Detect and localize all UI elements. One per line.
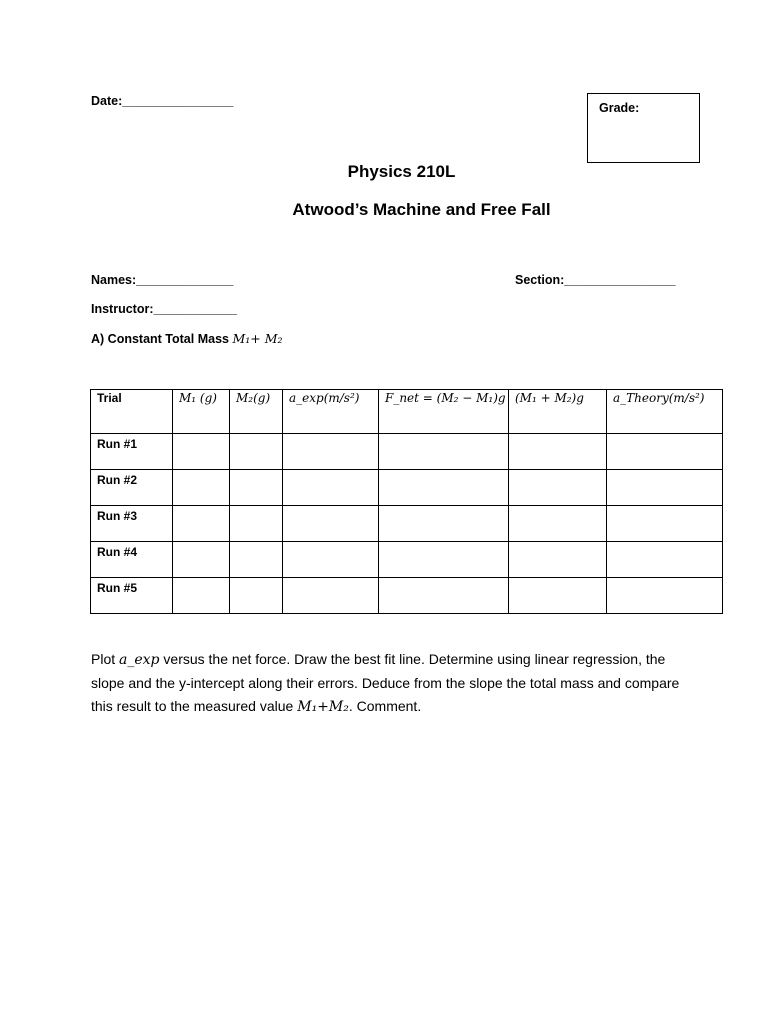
column-header-trial: Trial xyxy=(91,390,173,434)
total-weight-input-cell[interactable] xyxy=(509,470,607,506)
m2-input-cell[interactable] xyxy=(230,470,283,506)
part-a-heading-text: A) Constant Total Mass xyxy=(91,332,233,346)
m1-input-cell[interactable] xyxy=(173,434,230,470)
m1-input-cell[interactable] xyxy=(173,470,230,506)
f-net-input-cell[interactable] xyxy=(379,434,509,470)
total-weight-input-cell[interactable] xyxy=(509,578,607,614)
instructions-text-2: versus the net force. Draw the best fit line. Determine using linear regression, the slope and the y-intercept along their errors. Deduce from the slope the total mass and compare this result to the measured value xyxy=(91,651,680,714)
a-exp-input-cell[interactable] xyxy=(283,470,379,506)
trial-cell: Run #5 xyxy=(91,578,173,614)
instructions-math-a-exp: a_exp xyxy=(119,652,160,668)
part-a-heading xyxy=(91,331,283,346)
a-exp-input-cell[interactable] xyxy=(283,542,379,578)
instructions-text-1: Plot xyxy=(91,651,120,667)
table-header-row xyxy=(91,390,723,434)
trial-cell: Run #3 xyxy=(91,506,173,542)
trial-cell: Run #1 xyxy=(91,434,173,470)
lab-title: Atwood’s Machine and Free Fall xyxy=(292,200,551,219)
names-field-label: Names:______________ xyxy=(91,273,234,287)
table-row xyxy=(91,506,723,542)
column-header-total-weight: (M₁ + M₂)g xyxy=(509,390,607,434)
column-header-a-theory: a_Theory(m/s²) xyxy=(607,390,723,434)
a-exp-input-cell[interactable] xyxy=(283,578,379,614)
a-theory-input-cell[interactable] xyxy=(607,434,723,470)
total-weight-input-cell[interactable] xyxy=(509,434,607,470)
grade-box xyxy=(587,93,700,163)
m1-input-cell[interactable] xyxy=(173,506,230,542)
m1-input-cell[interactable] xyxy=(173,542,230,578)
a-theory-input-cell[interactable] xyxy=(607,506,723,542)
column-header-f-net: F_net = (M₂ − M₁)g xyxy=(379,390,509,434)
a-theory-input-cell[interactable] xyxy=(607,470,723,506)
instructor-field-label: Instructor:____________ xyxy=(91,302,237,316)
m2-input-cell[interactable] xyxy=(230,506,283,542)
a-theory-input-cell[interactable] xyxy=(607,542,723,578)
instructions-text-3: . Comment. xyxy=(348,698,422,714)
f-net-input-cell[interactable] xyxy=(379,542,509,578)
m2-input-cell[interactable] xyxy=(230,542,283,578)
a-theory-input-cell[interactable] xyxy=(607,578,723,614)
f-net-input-cell[interactable] xyxy=(379,506,509,542)
m1-input-cell[interactable] xyxy=(173,578,230,614)
table-row xyxy=(91,542,723,578)
total-weight-input-cell[interactable] xyxy=(509,542,607,578)
part-a-heading-math: M₁+ M₂ xyxy=(232,331,283,346)
grade-label: Grade: xyxy=(599,101,640,115)
total-weight-input-cell[interactable] xyxy=(509,506,607,542)
section-field-label: Section:________________ xyxy=(515,273,676,287)
column-header-m1: M₁ (g) xyxy=(173,390,230,434)
trial-cell: Run #4 xyxy=(91,542,173,578)
table-row xyxy=(91,470,723,506)
f-net-input-cell[interactable] xyxy=(379,578,509,614)
column-header-a-exp: a_exp(m/s²) xyxy=(283,390,379,434)
a-exp-input-cell[interactable] xyxy=(283,434,379,470)
m2-input-cell[interactable] xyxy=(230,578,283,614)
column-header-m2: M₂(g) xyxy=(230,390,283,434)
table-row xyxy=(91,434,723,470)
date-field-label: Date:________________ xyxy=(91,94,234,108)
table-row xyxy=(91,578,723,614)
a-exp-input-cell[interactable] xyxy=(283,506,379,542)
instructions-math-total-mass: M₁+M₂ xyxy=(297,699,349,715)
trial-cell: Run #2 xyxy=(91,470,173,506)
m2-input-cell[interactable] xyxy=(230,434,283,470)
data-table xyxy=(90,389,723,614)
course-title: Physics 210L xyxy=(347,162,456,181)
f-net-input-cell[interactable] xyxy=(379,470,509,506)
instructions-paragraph xyxy=(91,648,691,719)
